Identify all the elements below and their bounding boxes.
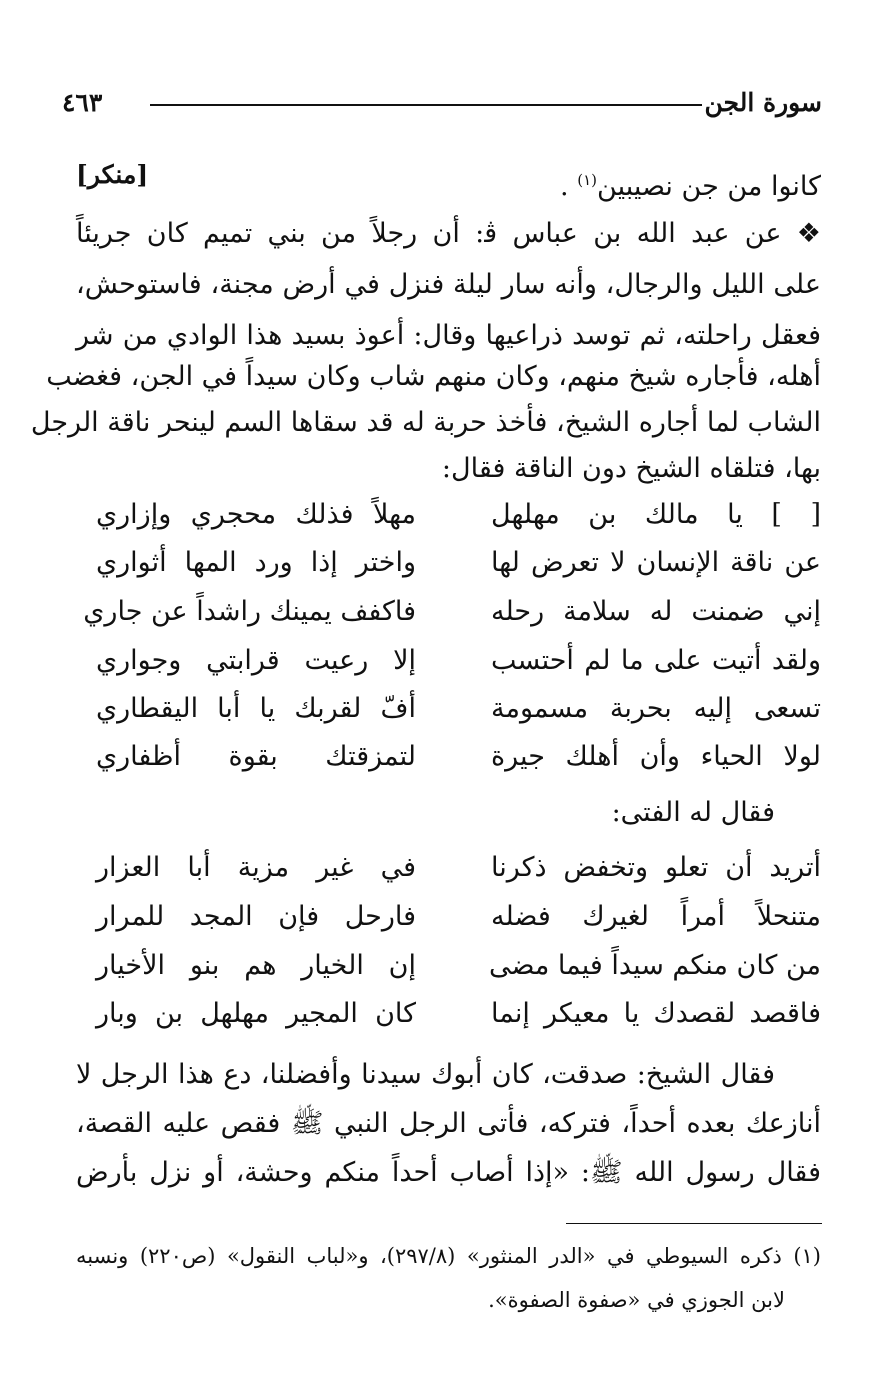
- verse-second-hemistich: إلا رعيت قرابتي وجواري: [96, 645, 416, 676]
- hadith-grade: [منكر]: [76, 160, 149, 189]
- footnote-line: (١) ذكره السيوطي في «الدر المنثور» (٢٩٧/٨)، و«لباب النقول» (ص٢٢٠) ونسبه: [76, 1244, 821, 1268]
- verse-row: [96, 901, 821, 951]
- intro-text: كانوا من جن نصيبين: [597, 171, 821, 202]
- verse-first-hemistich: إني ضمنت له سلامة رحله: [491, 596, 821, 627]
- interlude-line: فقال له الفتى:: [611, 797, 775, 828]
- verse-first-hemistich: متنحلاً أمراً لغيرك فضله: [491, 901, 821, 932]
- verse-first-hemistich: لولا الحياء وأن أهلك جيرة: [491, 741, 821, 772]
- verse-second-hemistich: كان المجير مهلهل بن وبار: [96, 998, 416, 1029]
- paragraph1-line: الشاب لما أجاره الشيخ، فأخذ حربة له قد سقاها السم لينحر ناقة الرجل: [30, 407, 821, 438]
- header-rule: [150, 104, 702, 106]
- verse-first-hemistich: من كان منكم سيداً فيما مضى: [488, 950, 821, 981]
- paragraph2-line: فقال الشيخ: صدقت، كان أبوك سيدنا وأفضلنا، دع هذا الرجل لا: [76, 1059, 775, 1090]
- verse-first-hemistich: تسعى إليه بحربة مسمومة: [491, 693, 821, 724]
- verse-first-hemistich: [ ] يا مالك بن مهلهل: [491, 499, 821, 530]
- verse-first-hemistich: ولقد أتيت على ما لم أحتسب: [491, 645, 821, 676]
- paragraph2-line: أنازعك بعده أحداً، فتركه، فأتى الرجل النبي ﷺ فقص عليه القصة،: [76, 1108, 821, 1139]
- verse-row: [96, 852, 821, 902]
- verse-second-hemistich: واختر إذا ورد المها أثواري: [96, 547, 416, 578]
- verse-row: [96, 741, 821, 791]
- surah-title: سورة الجن: [704, 88, 822, 117]
- verse-row: [96, 998, 821, 1048]
- verse-row: [96, 547, 821, 597]
- verse-second-hemistich: مهلاً فذلك محجري وإزاري: [96, 499, 416, 530]
- verse-first-hemistich: أتريد أن تعلو وتخفض ذكرنا: [491, 852, 821, 883]
- verse-second-hemistich: لتمزقتك بقوة أظفاري: [96, 741, 416, 772]
- verse-second-hemistich: في غير مزية أبا العزار: [96, 852, 416, 883]
- paragraph1-line: فعقل راحلته، ثم توسد ذراعيها وقال: أعوذ بسيد هذا الوادي من شر: [76, 320, 821, 351]
- verse-row: [96, 645, 821, 695]
- verse-second-hemistich: أفّ لقربك يا أبا اليقطاري: [96, 693, 416, 724]
- verse-row: [83, 596, 821, 646]
- footnote-rule: [566, 1223, 822, 1224]
- verse-first-hemistich: فاقصد لقصدك يا معيكر إنما: [491, 998, 821, 1029]
- paragraph1-line: على الليل والرجال، وأنه سار ليلة فنزل في أرض مجنة، فاستوحش،: [76, 269, 821, 300]
- verse-row: [96, 499, 821, 549]
- footnote-ref: (١): [577, 171, 598, 189]
- paragraph2-line: فقال رسول الله ﷺ: «إذا أصاب أحداً منكم وحشة، أو نزل بأرض: [76, 1157, 821, 1188]
- footnote-line: لابن الجوزي في «صفوة الصفوة».: [488, 1288, 785, 1312]
- verse-second-hemistich: فارحل فإن المجد للمرار: [96, 901, 416, 932]
- verse-second-hemistich: فاكفف يمينك راشداً عن جاري: [83, 596, 416, 627]
- verse-row: [96, 950, 821, 1000]
- paragraph1-line: ❖ عن عبد الله بن عباس ﭬ: أن رجلاً من بني تميم كان جريئاً: [76, 218, 821, 249]
- page-header: [62, 88, 822, 124]
- page-number: ٤٦٣: [62, 88, 103, 117]
- intro-line: [300, 157, 821, 210]
- paragraph1-line: أهله، فأجاره شيخ منهم، وكان منهم شاب وكان سيداً في الجن، فغضب: [46, 361, 821, 392]
- verse-first-hemistich: عن ناقة الإنسان لا تعرض لها: [491, 547, 821, 578]
- intro-end: .: [560, 171, 569, 202]
- paragraph1-line: بها، فتلقاه الشيخ دون الناقة فقال:: [441, 453, 821, 484]
- verse-row: [96, 693, 821, 743]
- verse-second-hemistich: إن الخيار هم بنو الأخيار: [96, 950, 416, 981]
